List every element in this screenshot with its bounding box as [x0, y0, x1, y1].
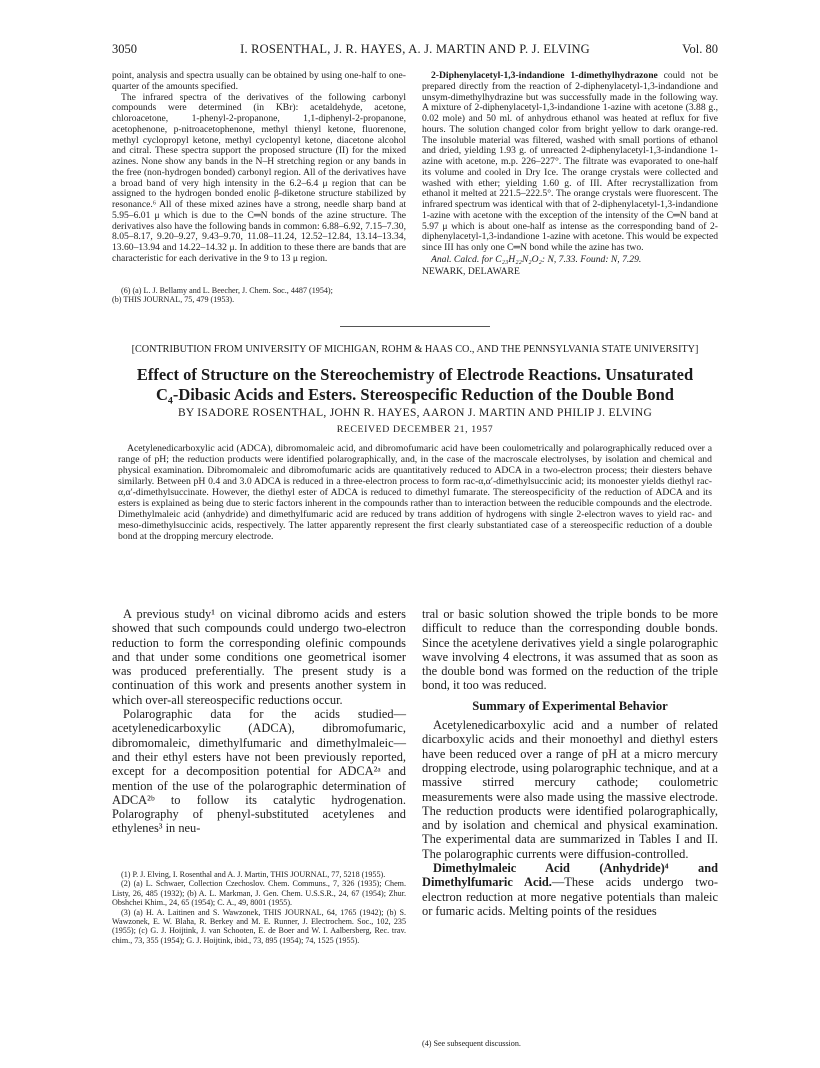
article-title-line-2: C₄-Dibasic Acids and Esters. Stereospecific Reduction of the Double Bond: [156, 384, 674, 404]
contribution-credit: [CONTRIBUTION FROM UNIVERSITY OF MICHIGAN, ROHM & HAAS CO., AND THE PENNSYLVANIA STATE UNIVERSITY]: [131, 344, 699, 355]
prev-right-body: could not be prepared directly from the reaction of 2-diphenylacetyl-1,3-indandione and unsym-dimethylhydrazine but was successfully made in the following way. A mixture of 2-diphenylacetyl-1,3-indandione 1-azine with acetone (3.88 g., 0.02 mole) and 50 ml. of anhydrous ethanol was heated at reflux for five hours. The solution changed color from bright yellow to dark orange-red. The insoluble material was filtered, washed with small portions of ethanol and dried, yielding 1.93 g. of unreacted 2-diphenylacetyl-1,3-indandione 1-azine with acetone, m.p. 226–227°. The filtrate was evaporated to one-half its volume and cooled in Dry Ice. The orange crystals were collected and washed with ether; yielding 1.60 g. of III. After recrystallization from ethanol it melted at 221.5–222.5°. The orange crystals were fluorescent. The infrared spectrum was identical with that of 2-diphenylacetyl-1,3-indandione 1-azine with acetone with the exception of the intensity of the C═N band at 5.97 μ which is about one-half as intense as the corresponding band of 2-diphenylacetyl-1,3-indandione 1-azine with acetone. This would be expected since III has only one C═N bond while the azine has two.: [422, 70, 718, 253]
compound-heading: 2-Diphenylacetyl-1,3-indandione 1-dimethylhydrazone: [431, 70, 658, 81]
right-paragraph-3: [422, 861, 718, 918]
article-footnotes: [112, 870, 406, 945]
running-header: [112, 42, 718, 58]
footnote-2: (2) (a) L. Schwaer, Collection Czechoslov. Chem. Communs., 7, 326 (1935); Chem. Listy, 26, 485 (1932); (b) A. L. Markman, J. Gen. Chem. U.S.S.R., 24, 67 (1954); Zhur. Obshchei Khim., 24, 65 (1954); C. A., 49, 8001 (1955).: [112, 879, 406, 908]
article-separator-rule: [340, 326, 490, 327]
right-paragraph-1: tral or basic solution showed the triple bonds to be more difficult to reduce than the corresponding double bonds. Since the acetylene derivatives yield a single polarographic wave involving 4 electrons, it was assumed that as soon as the double bond was formed on the reduction of the triple bond, it too was reduced.: [422, 607, 718, 693]
article-authors: BY ISADORE ROSENTHAL, JOHN R. HAYES, AARON J. MARTIN AND PHILIP J. ELVING: [177, 407, 653, 419]
article-title: [112, 365, 718, 404]
article-title-line-1: Effect of Structure on the Stereochemistry of Electrode Reactions. Unsaturated: [136, 365, 694, 384]
left-paragraph-2: Polarographic data for the acids studied—acetylenedicarboxylic (ADCA), dibromofumaric, dibromomaleic, dimethylfumaric and dimethylmaleic—and their ethyl esters have not been previously reported, except for a decomposition potential for ADCA²ᵃ and mention of the use of the polarographic determination of ADCA²ᵇ to follow its catalytic hydrogenation. Polarography of phenyl-substituted acetylenes and ethylenes³ in neu-: [112, 707, 406, 836]
prev-article-left-column: [112, 71, 406, 265]
analysis-line: Anal. Calcd. for C₂₃H₂₂N₂O₂: N, 7.33. Found: N, 7.29.: [431, 253, 642, 265]
prev-article-footnotes: [112, 286, 406, 305]
prev-left-paragraph-2: The infrared spectra of the derivatives of the following carbonyl compounds were determined (in KBr): acetaldehyde, acetone, chloroacetone, 1-phenyl-2-propanone, 1,1-diphenyl-2-propanone, acetophenone, p-nitroacetophenone, methyl thienyl ketone, fluorenone, methyl cyclopropyl ketone, methyl cyclopentyl ketone, diacetone alcohol and citral. These spectra support the proposed structure (II) for the mixed azines. None show any bands in the N–H stretching region or any bands in the free (non-hydrogen bonded) carbonyl region. All of the derivatives have a broad band of very high intensity in the 6.2–6.4 μ region that can be assigned to the hydrogen bonded enolic β-diketone structure stabilized by resonance.⁶ All of these mixed azines have a strong, needle sharp band at 5.95–6.01 μ which is due to the C═N bonds of the azine structure. The derivatives also have the following bands in common: 6.88–6.92, 7.15–7.30, 8.05–8.17, 9.20–9.27, 9.43–9.70, 11.08–11.24, 12.52–12.84, 13.14–13.34, 13.60–13.94 and 14.22–14.32 μ. In addition to these there are bands that are characteristic for each derivative in the 9 to 13 μ region.: [112, 91, 406, 264]
paragraph-3-body: —These acids undergo two-electron reduction at more negative potentials than maleic or fumaric acids. Melting points of the residues: [422, 875, 718, 918]
right-paragraph-2: Acetylenedicarboxylic acid and a number of related dicarboxylic acids and their monoethyl and diethyl esters have been reduced over a range of pH at a micro mercury dropping electrode, using polarographic technique, and at a massive stirred mercury cathode; coulometric measurements were also made using the massive electrode. The reduction products were identified polarographically, and by isolation and chemical and physical examination. The experimental data are summarized in Tables I and II. The polarographic currents were diffusion-controlled.: [422, 718, 718, 861]
footnote-6a: (6) (a) L. J. Bellamy and L. Beecher, J. Chem. Soc., 4487 (1954);: [121, 286, 333, 295]
footnote-6b: (b) THIS JOURNAL, 75, 479 (1953).: [112, 295, 235, 305]
footnote-1: (1) P. J. Elving, I. Rosenthal and A. J. Martin, THIS JOURNAL, 77, 5218 (1955).: [121, 870, 386, 879]
prev-left-paragraph-1: point, analysis and spectra usually can be obtained by using one-half to one-quarter of the amounts specified.: [112, 70, 406, 92]
prev-article-right-column: [422, 71, 718, 277]
prev-right-paragraph: [422, 71, 718, 254]
article-right-column: [422, 607, 718, 918]
received-date: RECEIVED DECEMBER 21, 1957: [336, 424, 494, 435]
article-abstract: Acetylenedicarboxylic acid (ADCA), dibromomaleic acid, and dibromofumaric acid have been coulometrically and polarographically reduced over a range of pH; the reduction products were identified polarographically, and, in the case of the macroscale electrolyses, by isolation and chemical and physical examination. Dibromomaleic and dibromofumaric acids are quantitatively reduced to ADCA in a two-electron process; their diesters behave similarly. Between pH 0.4 and 3.0 ADCA is reduced in a three-electron process to form rac-α,α′-dimethylsuccinic acid; its monoester yields diethyl rac-α,α′-dimethylsuccinate. However, the diethyl ester of ADCA is reduced to dimethyl fumarate. The stereospecificity of the reduction of ADCA and its esters is explained as being due to steric factors inherent in the compounds rather than to interaction between the reducible compounds and the electrode. Dimethylmaleic acid (anhydride) and dimethylfumaric acid are reduced by trans addition of hydrogens with single 2-electron waves to yield rac- and meso-dimethylsuccinic acids, respectively. The latter apparently represent the first clearly substantiated case of a stereospecific reduction of a double bond at the dropping mercury electrode.: [118, 443, 712, 542]
location-signature: NEWARK, DELAWARE: [422, 265, 520, 277]
article-left-column: [112, 607, 406, 836]
section-heading: Summary of Experimental Behavior: [472, 698, 668, 713]
page-number: 3050: [112, 42, 137, 56]
paragraph-3-heading: Dimethylmaleic Acid (Anhydride)⁴ and Dimethylfumaric Acid.: [422, 861, 718, 890]
left-paragraph-1: A previous study¹ on vicinal dibromo acids and esters showed that such compounds could undergo two-electron reduction to form the corresponding olefinic compounds and that under some conditions one geometrical isomer was produced preferentially. The present study is a continuation of this work and presents another system in which over-all stereospecific reductions occur.: [112, 607, 406, 707]
footnote-3: (3) (a) H. A. Laitinen and S. Wawzonek, THIS JOURNAL, 64, 1765 (1942); (b) S. Wawzonek, E. W. Blaha, R. Berkey and M. E. Runner, J. Electrochem. Soc., 102, 235 (1955); (c) G. J. Hoijtink, J. van Schooten, E. de Boer and W. I. Aalbersberg, Rec. trav. chim., 73, 355 (1954); G. J. Hoijtink, ibid., 73, 895 (1954); 74, 1525 (1955).: [112, 907, 406, 945]
running-title: I. ROSENTHAL, J. R. HAYES, A. J. MARTIN AND P. J. ELVING: [240, 42, 590, 56]
volume-label: Vol. 80: [682, 42, 718, 56]
footnote-4: (4) See subsequent discussion.: [422, 1039, 521, 1048]
